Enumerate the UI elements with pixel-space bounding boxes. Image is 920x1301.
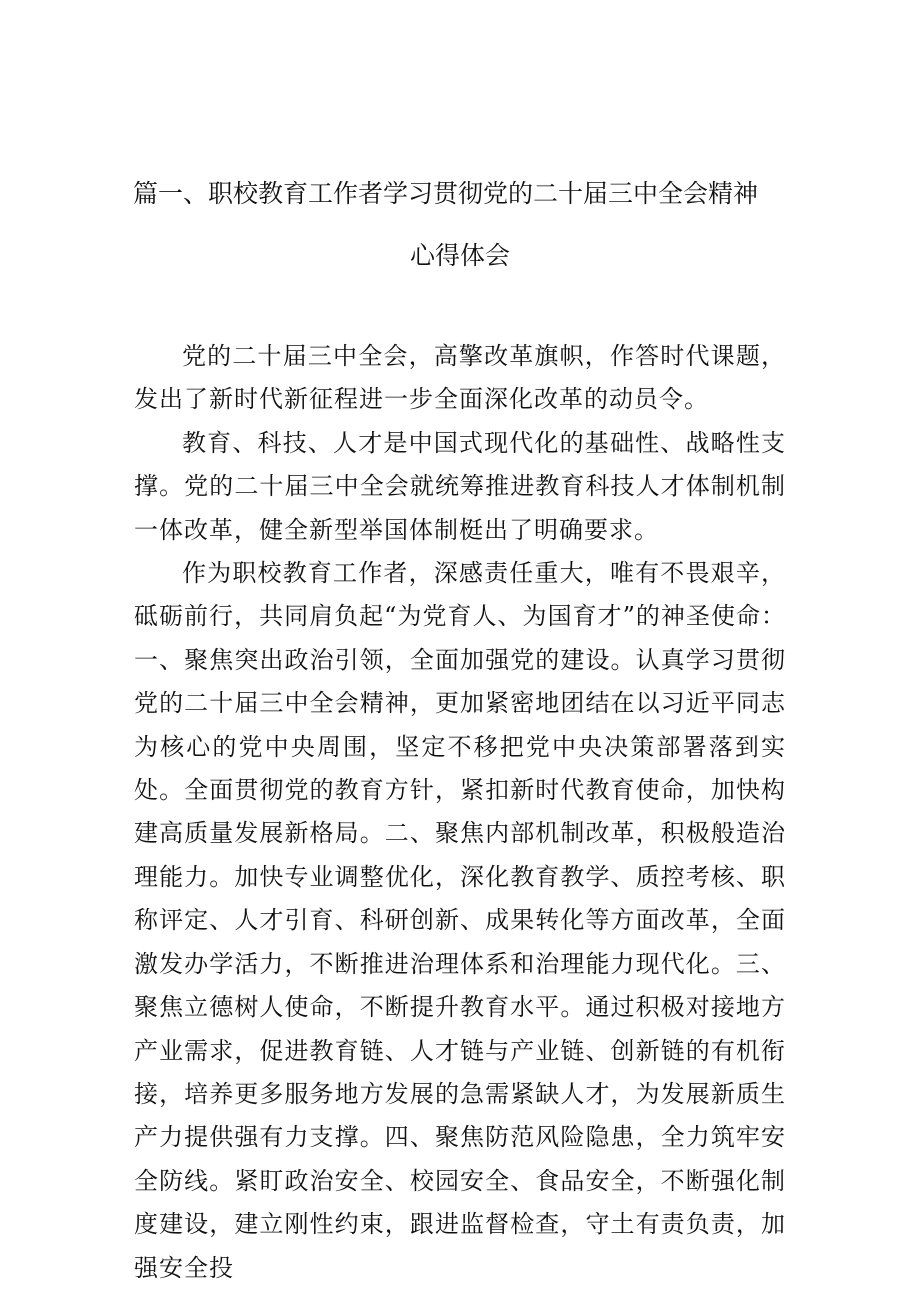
document-title: 篇一、职校教育工作者学习贯彻党的二十届三中全会精神 xyxy=(133,179,759,208)
paragraph-2: 教育、科技、人才是中国式现代化的基础性、战略性支撑。党的二十届三中全会就统筹推进教育科技人才体制机制一体改革，健全新型举国体制梃出了明确要求。 xyxy=(134,428,786,544)
paragraph-3: 作为职校教育工作者，深感责任重大，唯有不畏艰辛，砥砺前行，共同肩负起“为党育人、为国育才”的神圣使命：一、聚焦突出政治引领，全面加强党的建设。认真学习贯彻党的二十届三中全会精神，更加紧密地团结在以习近平同志为核心的党中央周围，坚定不移把党中央决策部署落到实处。全面贯彻党的教育方针，紧扣新时代教育使命，加快构建高质量发展新格局。二、聚焦内部机制改革，积极般造治理能力。加快专业调整优化，深化教育教学、质控考核、职称评定、人才引育、科研创新、成果转化等方面改革，全面激发办学活力，不断推进治理体系和治理能力现代化。三、聚焦立德树人使命，不断提升教育水平。通过积极对接地方产业需求，促进教育链、人才链与产业链、创新链的有机衔接，培养更多服务地方发展的急需紧缺人才，为发展新质生产力提供强有力支撑。四、聚焦防范风险隐患，全力筑牢安全防线。紧盯政治安全、校园安全、食品安全，不断强化制度建设，建立刚性约束，跟进监督检查，守土有责负责，加强安全投 xyxy=(134,559,786,1282)
document-subtitle: 心得体会 xyxy=(409,241,510,270)
paragraph-1: 党的二十届三中全会，高擎改革旗帜，作答时代课题，发出了新时代新征程进一步全面深化改革的动员令。 xyxy=(134,342,786,414)
document-body xyxy=(134,335,786,1290)
